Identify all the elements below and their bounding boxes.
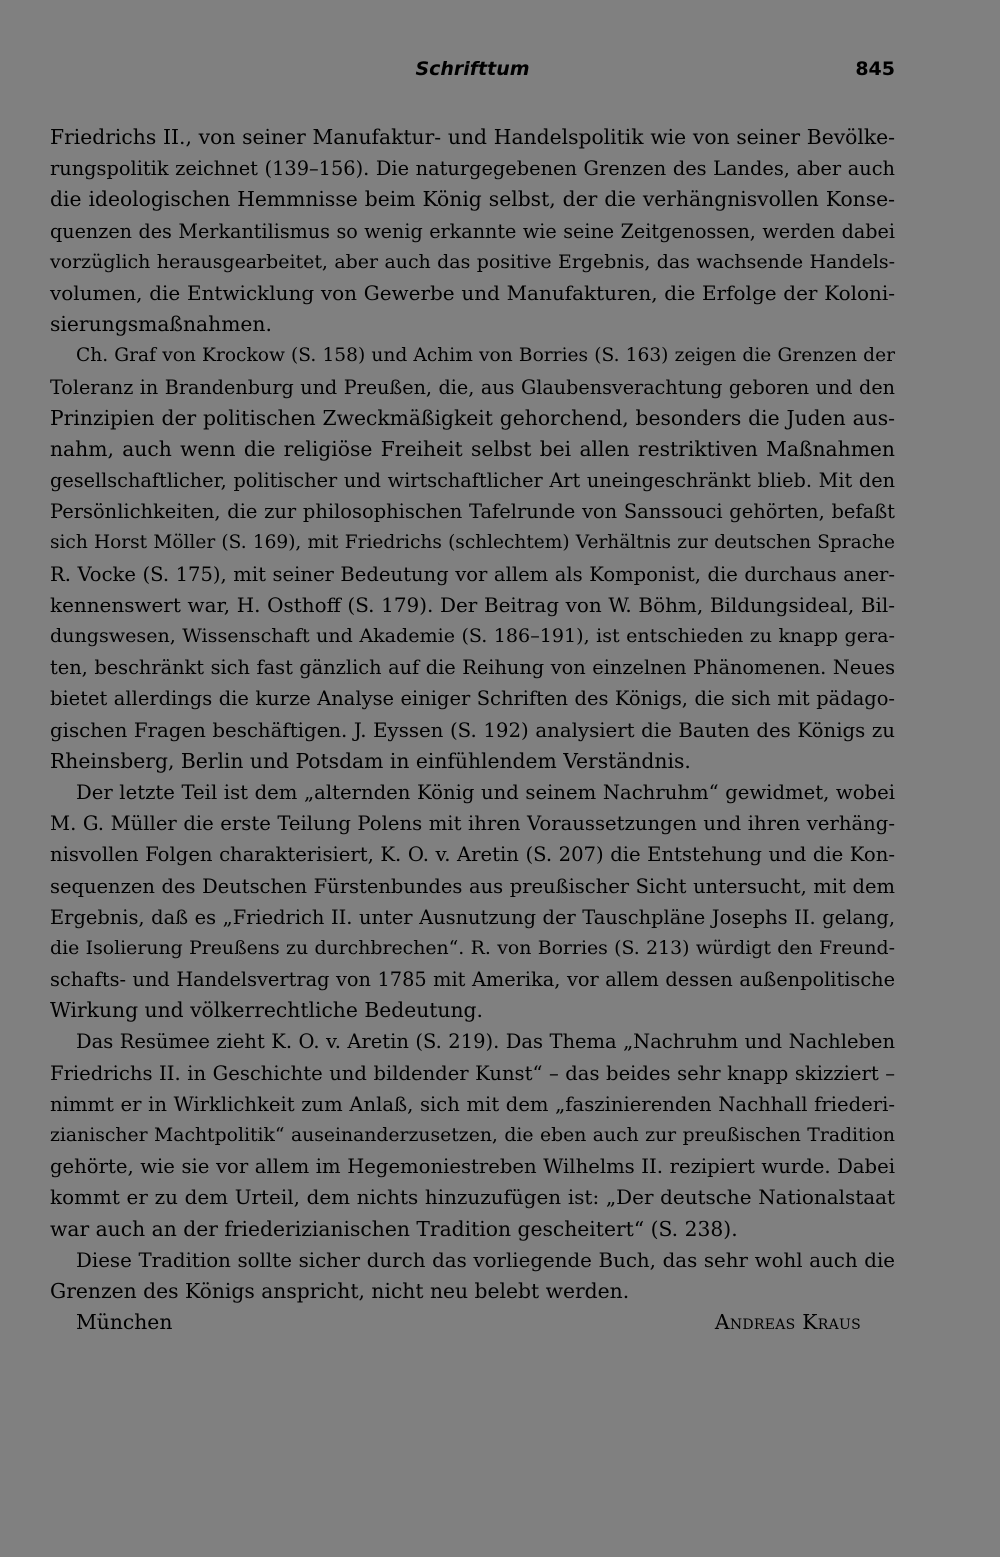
text-line: Diese Tradition sollte sicher durch das vorliegende Buch, das sehr wohl auch die: [76, 1248, 895, 1272]
text-line: kennenswert war, H. Osthoff (S. 179). Der Beitrag von W. Böhm, Bildungsideal, Bil-: [50, 592, 895, 617]
text-line: M. G. Müller die erste Teilung Polens mit ihren Voraussetzungen und ihren verhäng-: [50, 812, 895, 836]
text-line: Rheinsberg, Berlin und Potsdam in einfühlendem Verständnis.: [50, 748, 691, 773]
text-line: Wirkung und völkerrechtliche Bedeutung.: [50, 998, 483, 1023]
text-line: gesellschaftlicher, politischer und wirtschaftlicher Art uneingeschränkt blieb. Mit den: [50, 469, 895, 493]
text-line: bietet allerdings die kurze Analyse einiger Schriften des Königs, die sich mit pädago-: [50, 687, 895, 711]
text-line: dungswesen, Wissenschaft und Akademie (S. 186–191), ist entschieden zu knapp gera-: [50, 625, 895, 647]
text-line: Das Resümee zieht K. O. v. Aretin (S. 219). Das Thema „Nachruhm und Nachleben: [76, 1030, 895, 1054]
text-line: nimmt er in Wirklichkeit zum Anlaß, sich mit dem „faszinierenden Nachhall friederi-: [50, 1092, 895, 1116]
text-line: die ideologischen Hemmnisse beim König selbst, der die verhängnisvollen Konse-: [50, 187, 895, 212]
signature-author: Andreas Kraus: [714, 1310, 861, 1335]
text-line: gischen Fragen beschäftigen. J. Eyssen (S. 192) analysiert die Bauten des Königs zu: [50, 718, 895, 742]
text-line: Ergebnis, daß es „Friedrich II. unter Ausnutzung der Tauschpläne Josephs II. gelang,: [50, 905, 895, 929]
text-line: sich Horst Möller (S. 169), mit Friedrichs (schlechtem) Verhältnis zur deutschen Sprache: [50, 532, 895, 554]
text-line: war auch an der friederizianischen Tradition gescheitert“ (S. 238).: [50, 1216, 738, 1241]
text-line: Persönlichkeiten, die zur philosophischen Tafelrunde von Sanssouci gehörten, befaßt: [50, 500, 895, 524]
text-line: sierungsmaßnahmen.: [50, 312, 272, 337]
text-line: nahm, auch wenn die religiöse Freiheit selbst bei allen restriktiven Maßnahmen: [50, 436, 895, 461]
text-line: Prinzipien der politischen Zweckmäßigkeit gehorchend, besonders die Juden aus-: [50, 405, 895, 430]
signature: [50, 1307, 895, 1338]
running-title: Schrifttum: [415, 58, 530, 80]
text-line: Toleranz in Brandenburg und Preußen, die, aus Glaubensverachtung geboren und den: [50, 375, 895, 399]
text-line: quenzen des Merkantilismus so wenig erkannte wie seine Zeitgenossen, werden dabei: [50, 219, 895, 243]
text-line: Ch. Graf von Krockow (S. 158) und Achim von Borries (S. 163) zeigen die Grenzen der: [76, 345, 895, 367]
body-text: [50, 122, 895, 1338]
text-line: rungspolitik zeichnet (139–156). Die naturgegebenen Grenzen des Landes, aber auch: [50, 157, 895, 181]
text-line: die Isolierung Preußens zu durchbrechen“. R. von Borries (S. 213) würdigt den Freund-: [50, 936, 895, 959]
text-line: zianischer Machtpolitik“ auseinanderzusetzen, die eben auch zur preußischen Tradition: [50, 1125, 895, 1146]
text-line: volumen, die Entwicklung von Gewerbe und Manufakturen, die Erfolge der Koloni-: [50, 280, 895, 305]
text-line: Friedrichs II. in Geschichte und bildender Kunst“ – das beides sehr knapp skizziert –: [50, 1061, 895, 1085]
text-line: kommt er zu dem Urteil, dem nichts hinzuzufügen ist: „Der deutsche Nationalstaat: [50, 1186, 895, 1210]
signature-place: München: [76, 1310, 173, 1335]
text-line: Der letzte Teil ist dem „alternden König und seinem Nachruhm“ gewidmet, wobei: [76, 780, 895, 804]
text-line: R. Vocke (S. 175), mit seiner Bedeutung vor allem als Komponist, die durchaus aner-: [50, 562, 895, 586]
text-line: Grenzen des Königs anspricht, nicht neu belebt werden.: [50, 1278, 630, 1303]
text-line: nisvollen Folgen charakterisiert, K. O. v. Aretin (S. 207) die Entstehung und die Kon-: [50, 843, 895, 867]
page-number: 845: [855, 58, 895, 80]
text-line: gehörte, wie sie vor allem im Hegemoniestreben Wilhelms II. rezipiert wurde. Dabei: [50, 1155, 895, 1179]
text-line: sequenzen des Deutschen Fürstenbundes aus preußischer Sicht untersucht, mit dem: [50, 874, 895, 898]
text-line: vorzüglich herausgearbeitet, aber auch das positive Ergebnis, das wachsende Handels-: [50, 250, 895, 273]
page-header: [50, 58, 895, 88]
text-line: ten, beschränkt sich fast gänzlich auf die Reihung von einzelnen Phänomenen. Neues: [50, 656, 895, 680]
text-line: schafts- und Handelsvertrag von 1785 mit Amerika, vor allem dessen außenpolitische: [50, 968, 895, 992]
text-line: Friedrichs II., von seiner Manufaktur- und Handelspolitik wie von seiner Bevölke-: [50, 125, 895, 149]
